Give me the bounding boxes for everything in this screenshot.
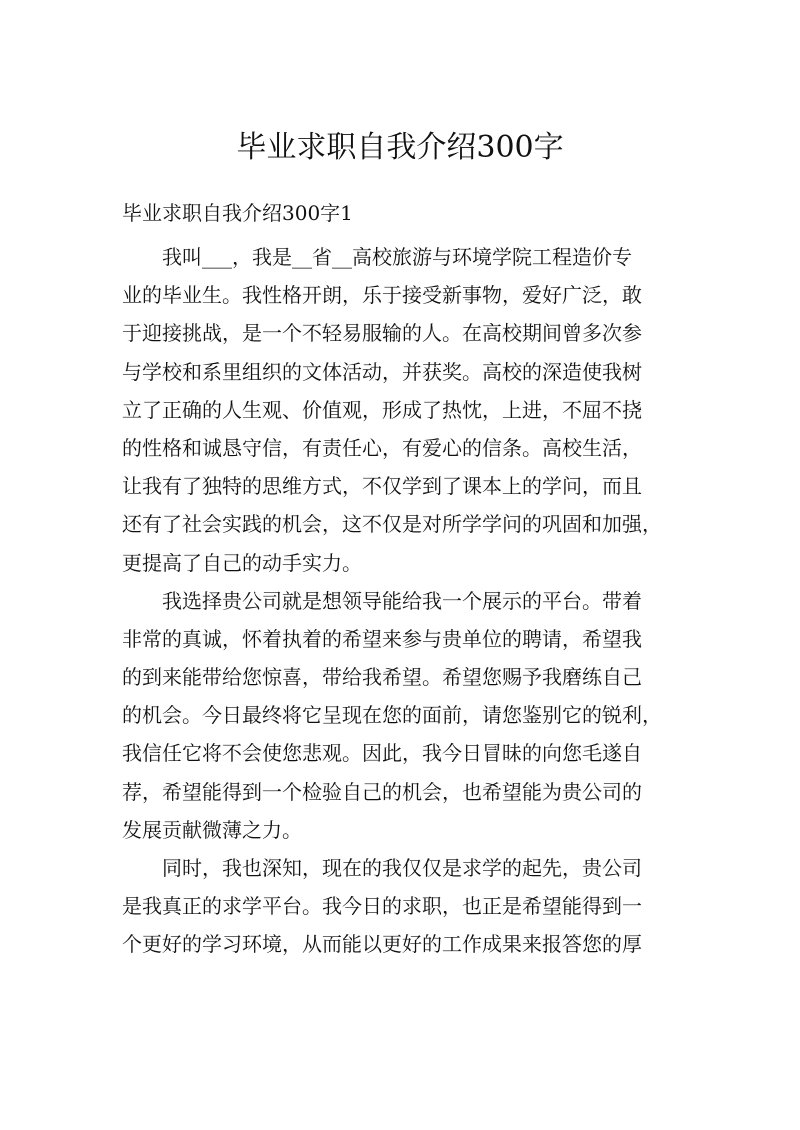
section-heading: 毕业求职自我介绍300字1 <box>122 201 353 225</box>
paragraph-2-line: 的机会。今日最终将它呈现在您的面前，请您鉴别它的锐利， <box>122 703 662 728</box>
paragraph-3-line: 同时，我也深知，现在的我仅仅是求学的起先，贵公司 <box>162 856 642 880</box>
document-body <box>122 238 682 964</box>
paragraph-1-line: 与学校和系里组织的文体活动，并获奖。高校的深造使我树 <box>122 359 642 384</box>
paragraph-3-line: 是我真正的求学平台。我今日的求职，也正是希望能得到一 <box>122 894 642 919</box>
paragraph-2-line: 的到来能带给您惊喜，带给我希望。希望您赐予我磨练自己 <box>122 665 642 690</box>
paragraph-1-line: 的性格和诚恳守信，有责任心，有爱心的信条。高校生活， <box>122 435 642 460</box>
paragraph-1-line: 业的毕业生。我性格开朗，乐于接受新事物，爱好广泛，敢 <box>122 283 642 308</box>
paragraph-1-line: 更提高了自己的动手实力。 <box>122 550 362 575</box>
paragraph-2-line: 荐，希望能得到一个检验自己的机会，也希望能为贵公司的 <box>122 779 642 804</box>
paragraph-2-line: 非常的真诚，怀着执着的希望来参与贵单位的聘请，希望我 <box>122 626 642 651</box>
document-title: 毕业求职自我介绍300字 <box>236 130 564 165</box>
paragraph-2-line: 我信任它将不会使您悲观。因此，我今日冒昧的向您毛遂自 <box>122 741 642 766</box>
paragraph-2-line: 发展贡献微薄之力。 <box>122 817 302 842</box>
paragraph-1-line: 还有了社会实践的机会，这不仅是对所学学问的巩固和加强， <box>122 512 662 537</box>
paragraph-2-line: 我选择贵公司就是想领导能给我一个展示的平台。带着 <box>162 588 642 613</box>
paragraph-3-line: 个更好的学习环境，从而能以更好的工作成果来报答您的厚 <box>122 932 642 957</box>
paragraph-1-line: 我叫___，我是__省__高校旅游与环境学院工程造价专 <box>162 245 632 269</box>
paragraph-1-line: 立了正确的人生观、价值观，形成了热忱，上进，不屈不挠 <box>122 397 642 422</box>
paragraph-1-line: 于迎接挑战，是一个不轻易服输的人。在高校期间曾多次参 <box>122 321 642 346</box>
paragraph-1-line: 让我有了独特的思维方式，不仅学到了课本上的学问，而且 <box>122 474 642 499</box>
